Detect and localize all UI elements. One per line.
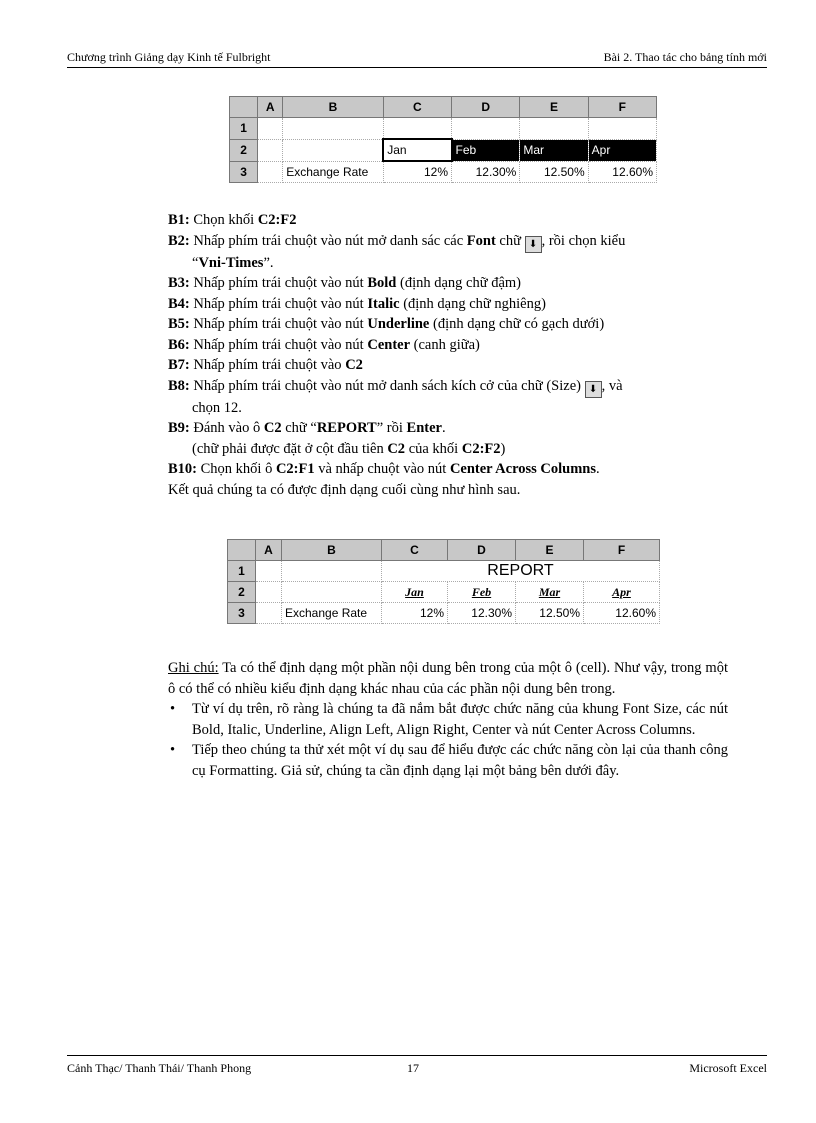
cell[interactable] (258, 161, 283, 183)
col-header-a[interactable]: A (258, 97, 283, 118)
step-b10: B10: Chọn khối ô C2:F1 và nhấp chuột vào nút Center Across Columns. (168, 461, 600, 477)
spreadsheet-after (227, 539, 660, 624)
col-header-f[interactable]: F (584, 540, 660, 561)
cell[interactable] (588, 118, 656, 140)
cell[interactable] (383, 118, 451, 140)
step-b6: B6: Nhấp phím trái chuột vào nút Center (canh giữa) (168, 336, 480, 353)
footer-authors: Cảnh Thạc/ Thanh Thái/ Thanh Phong (67, 1061, 252, 1075)
cell-e3[interactable]: 12.50% (516, 603, 584, 624)
cell-f3[interactable]: 12.60% (584, 603, 660, 624)
row-header-1[interactable]: 1 (230, 118, 258, 140)
footer-right: Microsoft Excel (689, 1061, 767, 1075)
col-header-b[interactable]: B (283, 97, 383, 118)
cell-f3[interactable]: 12.60% (588, 161, 656, 183)
cell[interactable] (282, 582, 382, 603)
col-header-d[interactable]: D (448, 540, 516, 561)
bullet-item: • Tiếp theo chúng ta thử xét một ví dụ sau để hiểu được các chức năng còn lại của thanh công cụ Formatting. Giả sử, chúng ta cần định dạng lại một bảng bên dưới đây. (170, 742, 728, 779)
cell[interactable] (256, 561, 282, 582)
step-b5: B5: Nhấp phím trái chuột vào nút Underline (định dạng chữ có gạch dưới) (168, 316, 605, 332)
cell-b3[interactable]: Exchange Rate (283, 161, 383, 183)
step-b4: B4: Nhấp phím trái chuột vào nút Italic (định dạng chữ nghiêng) (168, 295, 546, 312)
step-b2: B2: Nhấp phím trái chuột vào nút mở danh sác các Font chữ ⬇ , rồi chọn kiểu (168, 231, 728, 253)
bullet-item: • Từ ví dụ trên, rõ ràng là chúng ta đã nắm bắt được chức năng của khung Font Size, các nút Bold, Italic, Underline, Align Left, Align Right, Center và nút Center Across Columns. (170, 701, 728, 738)
cell[interactable] (256, 582, 282, 603)
col-header-c[interactable]: C (382, 540, 448, 561)
report-title-cell[interactable]: REPORT (382, 561, 660, 582)
cell[interactable] (258, 118, 283, 140)
step-b8-cont: chọn 12. (192, 399, 242, 416)
col-header-e[interactable]: E (516, 540, 584, 561)
cell[interactable] (283, 139, 383, 161)
col-header-e[interactable]: E (520, 97, 588, 118)
col-header-b[interactable]: B (282, 540, 382, 561)
cell[interactable] (256, 603, 282, 624)
result-text: Kết quả chúng ta có được định dạng cuối cùng như hình sau. (168, 481, 521, 498)
header-right: Bài 2. Thao tác cho bảng tính mới (603, 50, 767, 64)
cell-e2[interactable]: Mar (520, 139, 588, 161)
col-header-a[interactable]: A (256, 540, 282, 561)
note-paragraph: Ghi chú: Ta có thể định dạng một phần nội dung bên trong của một ô (cell). Như vậy, trong một ô có thể có nhiều kiểu định dạng khác nhau của các phần nội dung bên trong. (168, 660, 728, 697)
row-header-3[interactable]: 3 (228, 603, 256, 624)
page-number: 17 (407, 1061, 419, 1075)
cell[interactable] (452, 118, 520, 140)
cell-d2[interactable]: Feb (452, 139, 520, 161)
cell[interactable] (282, 561, 382, 582)
cell[interactable] (283, 118, 383, 140)
cell-c2[interactable]: Jan (382, 582, 448, 603)
dropdown-arrow-icon: ⬇ (585, 381, 602, 398)
col-header-d[interactable]: D (452, 97, 520, 118)
cell-e2[interactable]: Mar (516, 582, 584, 603)
corner-cell[interactable] (228, 540, 256, 561)
cell-c3[interactable]: 12% (382, 603, 448, 624)
step-b9-note: (chữ phải được đặt ở cột đầu tiên C2 của khối C2:F2) (192, 440, 506, 457)
step-b8: B8: Nhấp phím trái chuột vào nút mở danh sách kích cở của chữ (Size) ⬇ , và (168, 376, 728, 398)
notes-section (168, 658, 728, 781)
cell-c3[interactable]: 12% (383, 161, 451, 183)
cell-d3[interactable]: 12.30% (448, 603, 516, 624)
cell-c2[interactable]: Jan (383, 139, 451, 161)
corner-cell[interactable] (230, 97, 258, 118)
step-b2-cont: “Vni-Times”. (192, 254, 274, 271)
step-b9: B9: Đánh vào ô C2 chữ “REPORT” rồi Enter. (168, 420, 446, 436)
cell-b3[interactable]: Exchange Rate (282, 603, 382, 624)
cell-f2[interactable]: Apr (588, 139, 656, 161)
row-header-2[interactable]: 2 (228, 582, 256, 603)
cell[interactable] (520, 118, 588, 140)
step-b3: B3: Nhấp phím trái chuột vào nút Bold (định dạng chữ đậm) (168, 275, 521, 291)
step-b7: B7: Nhấp phím trái chuột vào C2 (168, 357, 363, 373)
col-header-c[interactable]: C (383, 97, 451, 118)
cell[interactable] (258, 139, 283, 161)
page-footer (67, 1055, 767, 1075)
row-header-2[interactable]: 2 (230, 139, 258, 161)
spreadsheet-before (229, 96, 657, 183)
instruction-steps (168, 210, 728, 500)
dropdown-arrow-icon: ⬇ (525, 236, 542, 253)
row-header-1[interactable]: 1 (228, 561, 256, 582)
step-b1: B1: Chọn khối C2:F2 (168, 212, 297, 228)
col-header-f[interactable]: F (588, 97, 656, 118)
cell-e3[interactable]: 12.50% (520, 161, 588, 183)
row-header-3[interactable]: 3 (230, 161, 258, 183)
cell-d3[interactable]: 12.30% (452, 161, 520, 183)
header-left: Chương trình Giảng dạy Kinh tế Fulbright (67, 50, 271, 64)
page-header (67, 50, 767, 68)
cell-d2[interactable]: Feb (448, 582, 516, 603)
cell-f2[interactable]: Apr (584, 582, 660, 603)
